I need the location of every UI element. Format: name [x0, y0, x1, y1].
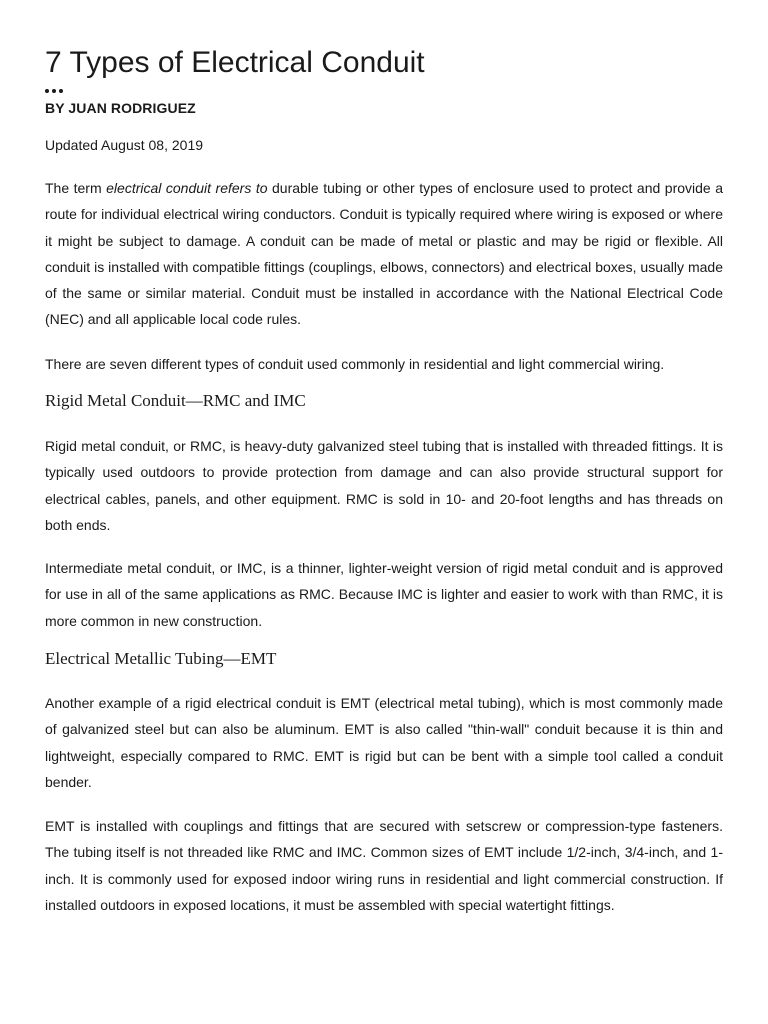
summary-paragraph: There are seven different types of conduit used commonly in residential and light commercial wiring.	[45, 356, 665, 372]
paragraph-rmc: Rigid metal conduit, or RMC, is heavy-duty galvanized steel tubing that is installed with threaded fittings. It is typically used outdoors to provide protection from damage and can also provide structural support for electrical cables, panels, and other equipment. RMC is sold in 10- and 20-foot lengths and has threads on both ends.	[45, 438, 723, 533]
section-heading-rmc-imc: Rigid Metal Conduit—RMC and IMC	[45, 391, 306, 410]
intro-emphasis: electrical conduit refers to	[106, 180, 268, 196]
intro-paragraph	[45, 175, 723, 333]
intro-lead: The term	[45, 180, 107, 196]
intro-rest: durable tubing or other types of enclosure used to protect and provide a route for individual electrical wiring conductors. Conduit is typically required where wiring is exposed or where it might be subject to damage. A conduit can be made of metal or plastic and may be rigid or flexible. All conduit is installed with compatible fittings (couplings, elbows, connectors) and electrical boxes, usually made of the same or similar material. Conduit must be installed in accordance with the National Electrical Code (NEC) and all applicable local code rules.	[45, 180, 723, 328]
author-byline: BY JUAN RODRIGUEZ	[45, 100, 196, 116]
paragraph-imc: Intermediate metal conduit, or IMC, is a thinner, lighter-weight version of rigid metal conduit and is approved for use in all of the same applications as RMC. Because IMC is lighter and easier to work with than RMC, it is more common in new construction.	[45, 560, 723, 629]
paragraph-emt-overview: Another example of a rigid electrical conduit is EMT (electrical metal tubing), which is most commonly made of galvanized steel but can also be aluminum. EMT is also called "thin-wall" conduit because it is thin and lightweight, especially compared to RMC. EMT is rigid but can be bent with a simple tool called a conduit bender.	[45, 695, 723, 790]
article-title: 7 Types of Electrical Conduit	[45, 46, 425, 79]
section-heading-emt: Electrical Metallic Tubing—EMT	[45, 649, 277, 668]
more-options-icon	[45, 89, 63, 93]
updated-date: Updated August 08, 2019	[45, 137, 204, 153]
paragraph-emt-installation: EMT is installed with couplings and fittings that are secured with setscrew or compression-type fasteners. The tubing itself is not threaded like RMC and IMC. Common sizes of EMT include 1/2-inch, 3/4-inch, and 1-inch. It is commonly used for exposed indoor wiring runs in residential and light commercial construction. If installed outdoors in exposed locations, it must be assembled with special watertight fittings.	[45, 818, 723, 913]
